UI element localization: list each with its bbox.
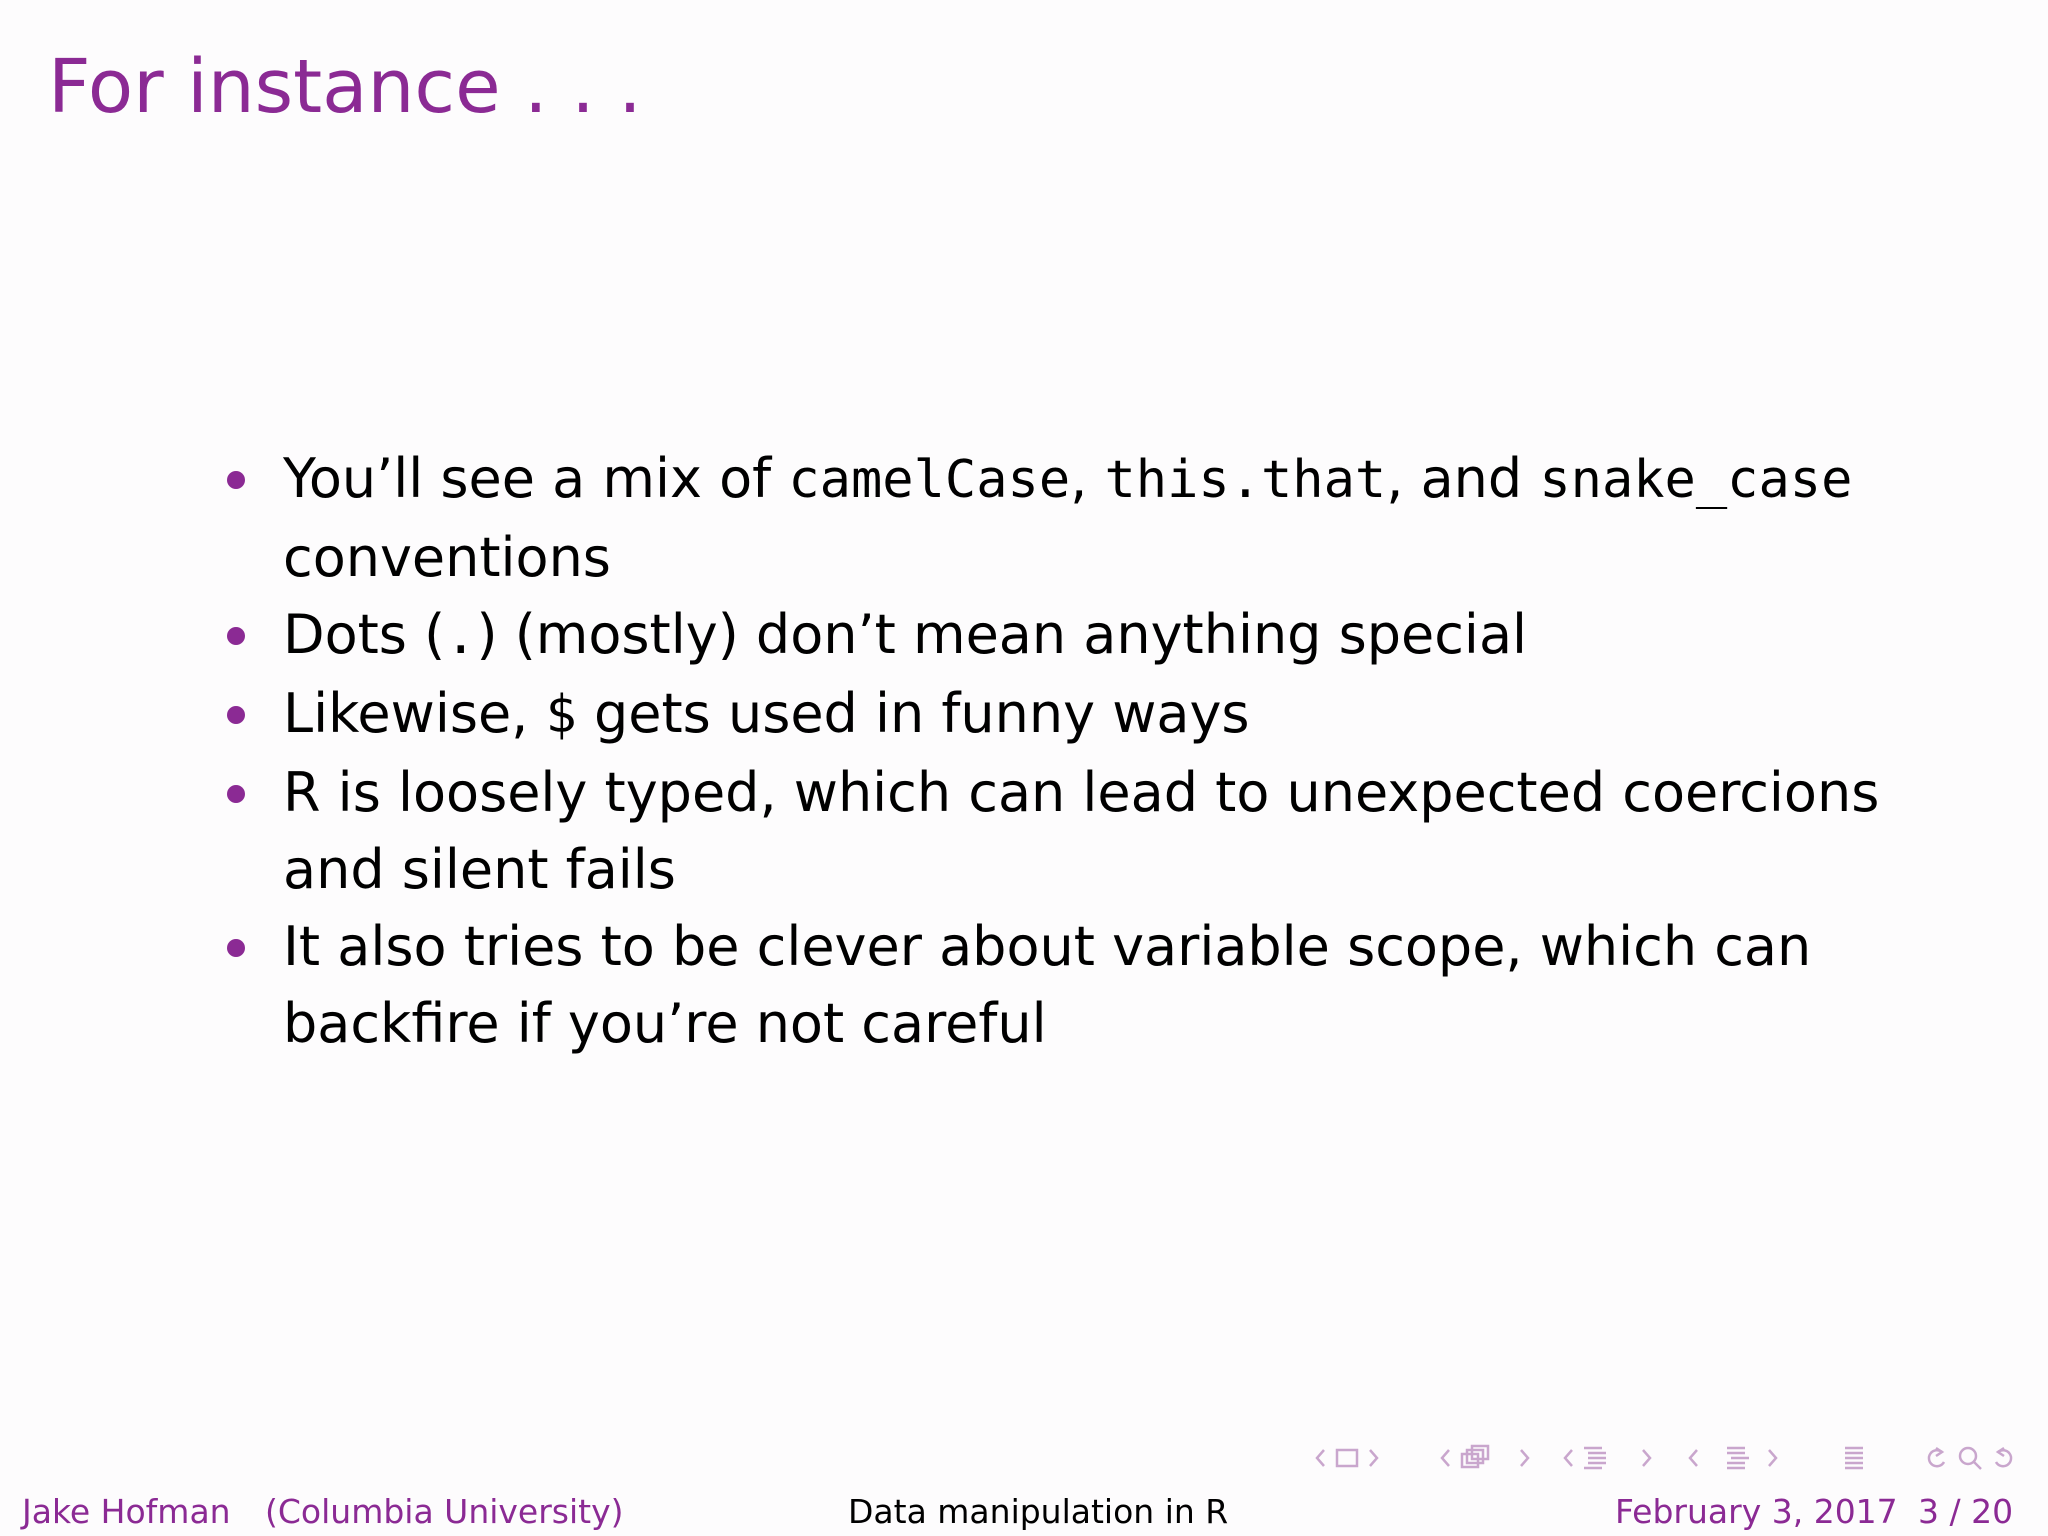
nav-subsection-icon[interactable] (1584, 1448, 1606, 1468)
bullet-text: R is loosely typed, which can lead to unexpected coercions and silent fails (283, 761, 1880, 901)
nav-prev-section-icon[interactable] (1690, 1450, 1697, 1466)
bullet-code-text: $ (545, 685, 577, 745)
bullet-list (218, 440, 1898, 1062)
bullet-dot-icon (227, 627, 245, 645)
bullet-text: You’ll see a mix of (283, 447, 789, 510)
bullet-item (218, 596, 1898, 675)
bullet-dot-icon (227, 785, 245, 803)
bullet-dot-icon (227, 706, 245, 724)
footer-date: February 3, 2017 (1615, 1492, 1898, 1531)
search-icon[interactable] (1960, 1448, 1981, 1469)
nav-prev-frame-icon[interactable] (1442, 1450, 1449, 1466)
bullet-text: , and (1386, 447, 1540, 510)
bullet-item (218, 908, 1898, 1062)
navigation-search-controls (1920, 1440, 2030, 1476)
nav-next-slide-icon[interactable] (1370, 1450, 1377, 1466)
bullet-code-text: . (445, 606, 477, 666)
bullet-item (218, 675, 1898, 754)
redo-icon[interactable] (1996, 1448, 2011, 1466)
nav-prev-slide-icon[interactable] (1317, 1450, 1324, 1466)
nav-slide-icon[interactable] (1337, 1450, 1357, 1466)
bullet-text: It also tries to be clever about variable scope, which can backfire if you’re not careful (283, 915, 1812, 1055)
nav-document-icon[interactable] (1845, 1448, 1863, 1468)
nav-prev-subsection-icon[interactable] (1565, 1450, 1572, 1466)
bullet-text: Likewise, (283, 682, 546, 745)
footer-talk-title: Data manipulation in R (848, 1492, 1229, 1531)
bullet-text: gets used in funny ways (576, 682, 1250, 745)
footer-page-number: 3 / 20 (1918, 1492, 2014, 1531)
bullet-text: , (1070, 447, 1105, 510)
bullet-text: ) (mostly) don’t mean anything special (476, 603, 1528, 666)
nav-next-section-icon[interactable] (1769, 1450, 1776, 1466)
bullet-dot-icon (227, 939, 245, 957)
footer (0, 1488, 2048, 1536)
nav-next-subsection-icon[interactable] (1643, 1450, 1650, 1466)
nav-next-frame-icon[interactable] (1521, 1450, 1528, 1466)
bullet-dot-icon (227, 471, 245, 489)
bullet-code-text: snake_case (1539, 450, 1853, 510)
bullet-text: Dots ( (283, 603, 446, 666)
undo-icon[interactable] (1929, 1448, 1944, 1466)
navigation-symbols (1312, 1440, 1912, 1476)
nav-search-svg (1920, 1440, 2030, 1476)
nav-frame-icon[interactable] (1462, 1446, 1488, 1467)
nav-section-icon[interactable] (1727, 1448, 1749, 1468)
bullet-item (218, 754, 1898, 908)
footer-author: Jake Hofman (22, 1492, 231, 1531)
footer-institution: (Columbia University) (265, 1492, 624, 1531)
bullet-item (218, 440, 1898, 596)
slide-title: For instance . . . (48, 44, 642, 130)
bullet-code-text: this.that (1104, 450, 1387, 510)
bullet-code-text: camelCase (788, 450, 1071, 510)
bullet-text: conventions (283, 526, 611, 589)
nav-icons-svg (1312, 1440, 1912, 1476)
